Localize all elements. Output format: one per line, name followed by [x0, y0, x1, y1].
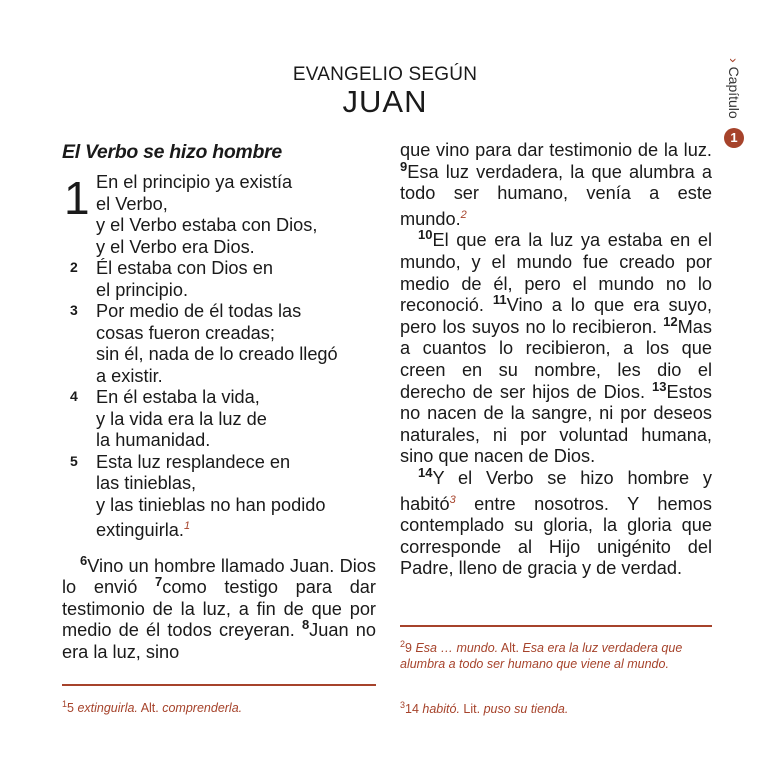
book-title: JUAN: [342, 84, 428, 119]
footnote-mark: 1: [62, 699, 68, 709]
footnote-mark: 2: [400, 639, 406, 649]
verse-text: Y el Verbo se hizo hombre y habitó: [400, 467, 712, 514]
poem-line: En el principio ya existía: [96, 172, 293, 192]
footnote-ref: 9: [405, 641, 412, 656]
poem-line-last: [96, 516, 376, 542]
footnote-alt-text: Esa era la luz verdadera que alumbra a todo ser humano que viene al mundo.: [400, 641, 683, 672]
poem-block: [62, 172, 376, 542]
verse-number: 13: [652, 378, 667, 394]
verse-number: 8: [301, 617, 310, 633]
chapter-tab[interactable]: [724, 58, 748, 158]
footnote-word: habitó.: [422, 702, 460, 717]
footnote-divider: [400, 625, 712, 627]
verse-2: [62, 258, 376, 301]
verse-text: que vino para dar testimonio de la luz.: [400, 140, 712, 160]
footnote-word: extinguirla.: [77, 701, 138, 716]
verse-number: 14: [418, 464, 433, 480]
footnote-marker[interactable]: 2: [460, 208, 467, 221]
chapter-number: 1: [64, 172, 90, 224]
verse-4: [62, 387, 376, 452]
footnote-alt-text: comprenderla.: [162, 701, 243, 716]
footnote-alt-text: puso su tienda.: [483, 702, 569, 717]
verse-text: Esa luz verdadera, la que alumbra a todo ser humano, venía a este mundo.: [400, 161, 712, 229]
verse-number: 5: [70, 452, 78, 469]
poem-line: y el Verbo estaba con Dios,: [96, 215, 318, 235]
prose-paragraph: [62, 552, 376, 664]
chapter-tab-label-group: [726, 58, 742, 119]
poem-line: la humanidad.: [96, 430, 211, 450]
poem-line-text: extinguirla.: [96, 520, 184, 541]
poem-line: el Verbo,: [96, 193, 168, 214]
section-heading: El Verbo se hizo hombre: [62, 141, 282, 163]
footnote-alt: Lit.: [459, 702, 484, 717]
verse-number: 7: [154, 574, 163, 590]
poem-line: a existir.: [96, 365, 163, 386]
verse-number: 10: [418, 227, 433, 243]
chapter-tab-number: 1: [724, 128, 744, 148]
right-column: [400, 140, 712, 580]
verse-text: Vino un hombre llamado Juan. Dios lo envió: [62, 555, 376, 598]
page-header: [0, 64, 770, 118]
footnote-word: Esa … mundo.: [415, 641, 499, 656]
footnote-divider: [62, 684, 376, 686]
poem-line: y la vida era la luz de: [96, 408, 267, 429]
footnote-alt: Alt.: [137, 701, 163, 716]
verse-number: 2: [70, 259, 78, 275]
verse-text: Mas a cuantos lo recibieron, a los que creen en su nombre, les dio el derecho de ser hijos de Dios.: [400, 316, 712, 402]
poem-line: y el Verbo era Dios.: [96, 236, 255, 257]
footnote-marker[interactable]: 3: [449, 493, 456, 506]
verse-text: Estos no nacen de la sangre, ni por deseos naturales, ni por voluntad humana, sino que nacen de Dios.: [400, 381, 712, 467]
verse-number: 4: [70, 388, 78, 404]
footnote-marker[interactable]: 1: [183, 520, 191, 532]
poem-line: las tinieblas,: [96, 473, 197, 493]
verse-number: 3: [70, 302, 78, 318]
verse-number: 6: [80, 552, 88, 568]
footnote-3: [400, 697, 712, 717]
book-prefix: EVANGELIO SEGÚN: [292, 64, 478, 85]
verse-text: como testigo para dar testimonio de la luz, a fin de que por medio de él todos creyeran.: [62, 577, 376, 641]
verse-text: entre nosotros. Y hemos contemplado su gloria, la gloria que corresponde al Hijo unigénito del Padre, lleno de gracia y de verdad.: [400, 493, 712, 579]
footnote-1: [62, 696, 382, 716]
chevron-right-icon: ›: [726, 58, 742, 63]
poem-line: sin él, nada de lo creado llegó: [96, 344, 338, 364]
poem-line: Por medio de él todas las: [96, 301, 302, 321]
footnote-ref: 5: [67, 701, 74, 716]
verse-text: El que era la luz ya estaba en el mundo, y el mundo fue creado por medio de él, pero el mundo no lo reconoció.: [400, 230, 712, 316]
verse-number: 9: [400, 158, 408, 174]
footnote-alt: Alt.: [498, 641, 523, 656]
chapter-tab-label: Capítulo: [726, 66, 742, 119]
verse-1: [62, 172, 376, 258]
left-column: [62, 140, 376, 664]
prose-paragraph: [400, 140, 712, 230]
poem-line: cosas fueron creadas;: [96, 322, 275, 343]
verse-5: [62, 452, 376, 542]
verse-number: 12: [663, 313, 678, 329]
poem-line: Él estaba con Dios en: [96, 258, 273, 278]
poem-line: En él estaba la vida,: [96, 387, 260, 407]
prose-paragraph: [400, 464, 712, 580]
footnote-2: [400, 636, 712, 672]
poem-line: y las tinieblas no han podido: [96, 494, 326, 515]
footnote-mark: 3: [400, 700, 406, 710]
verse-number: 11: [492, 292, 507, 308]
verse-3: [62, 301, 376, 387]
prose-paragraph: [400, 227, 713, 468]
footnote-ref: 14: [405, 702, 419, 717]
poem-line: Esta luz resplandece en: [96, 451, 291, 472]
verse-text: Vino a lo que era suyo, pero los suyos no lo recibieron.: [400, 295, 713, 337]
poem-line: el principio.: [96, 279, 188, 300]
verse-text: Juan no era la luz, sino: [62, 620, 376, 662]
